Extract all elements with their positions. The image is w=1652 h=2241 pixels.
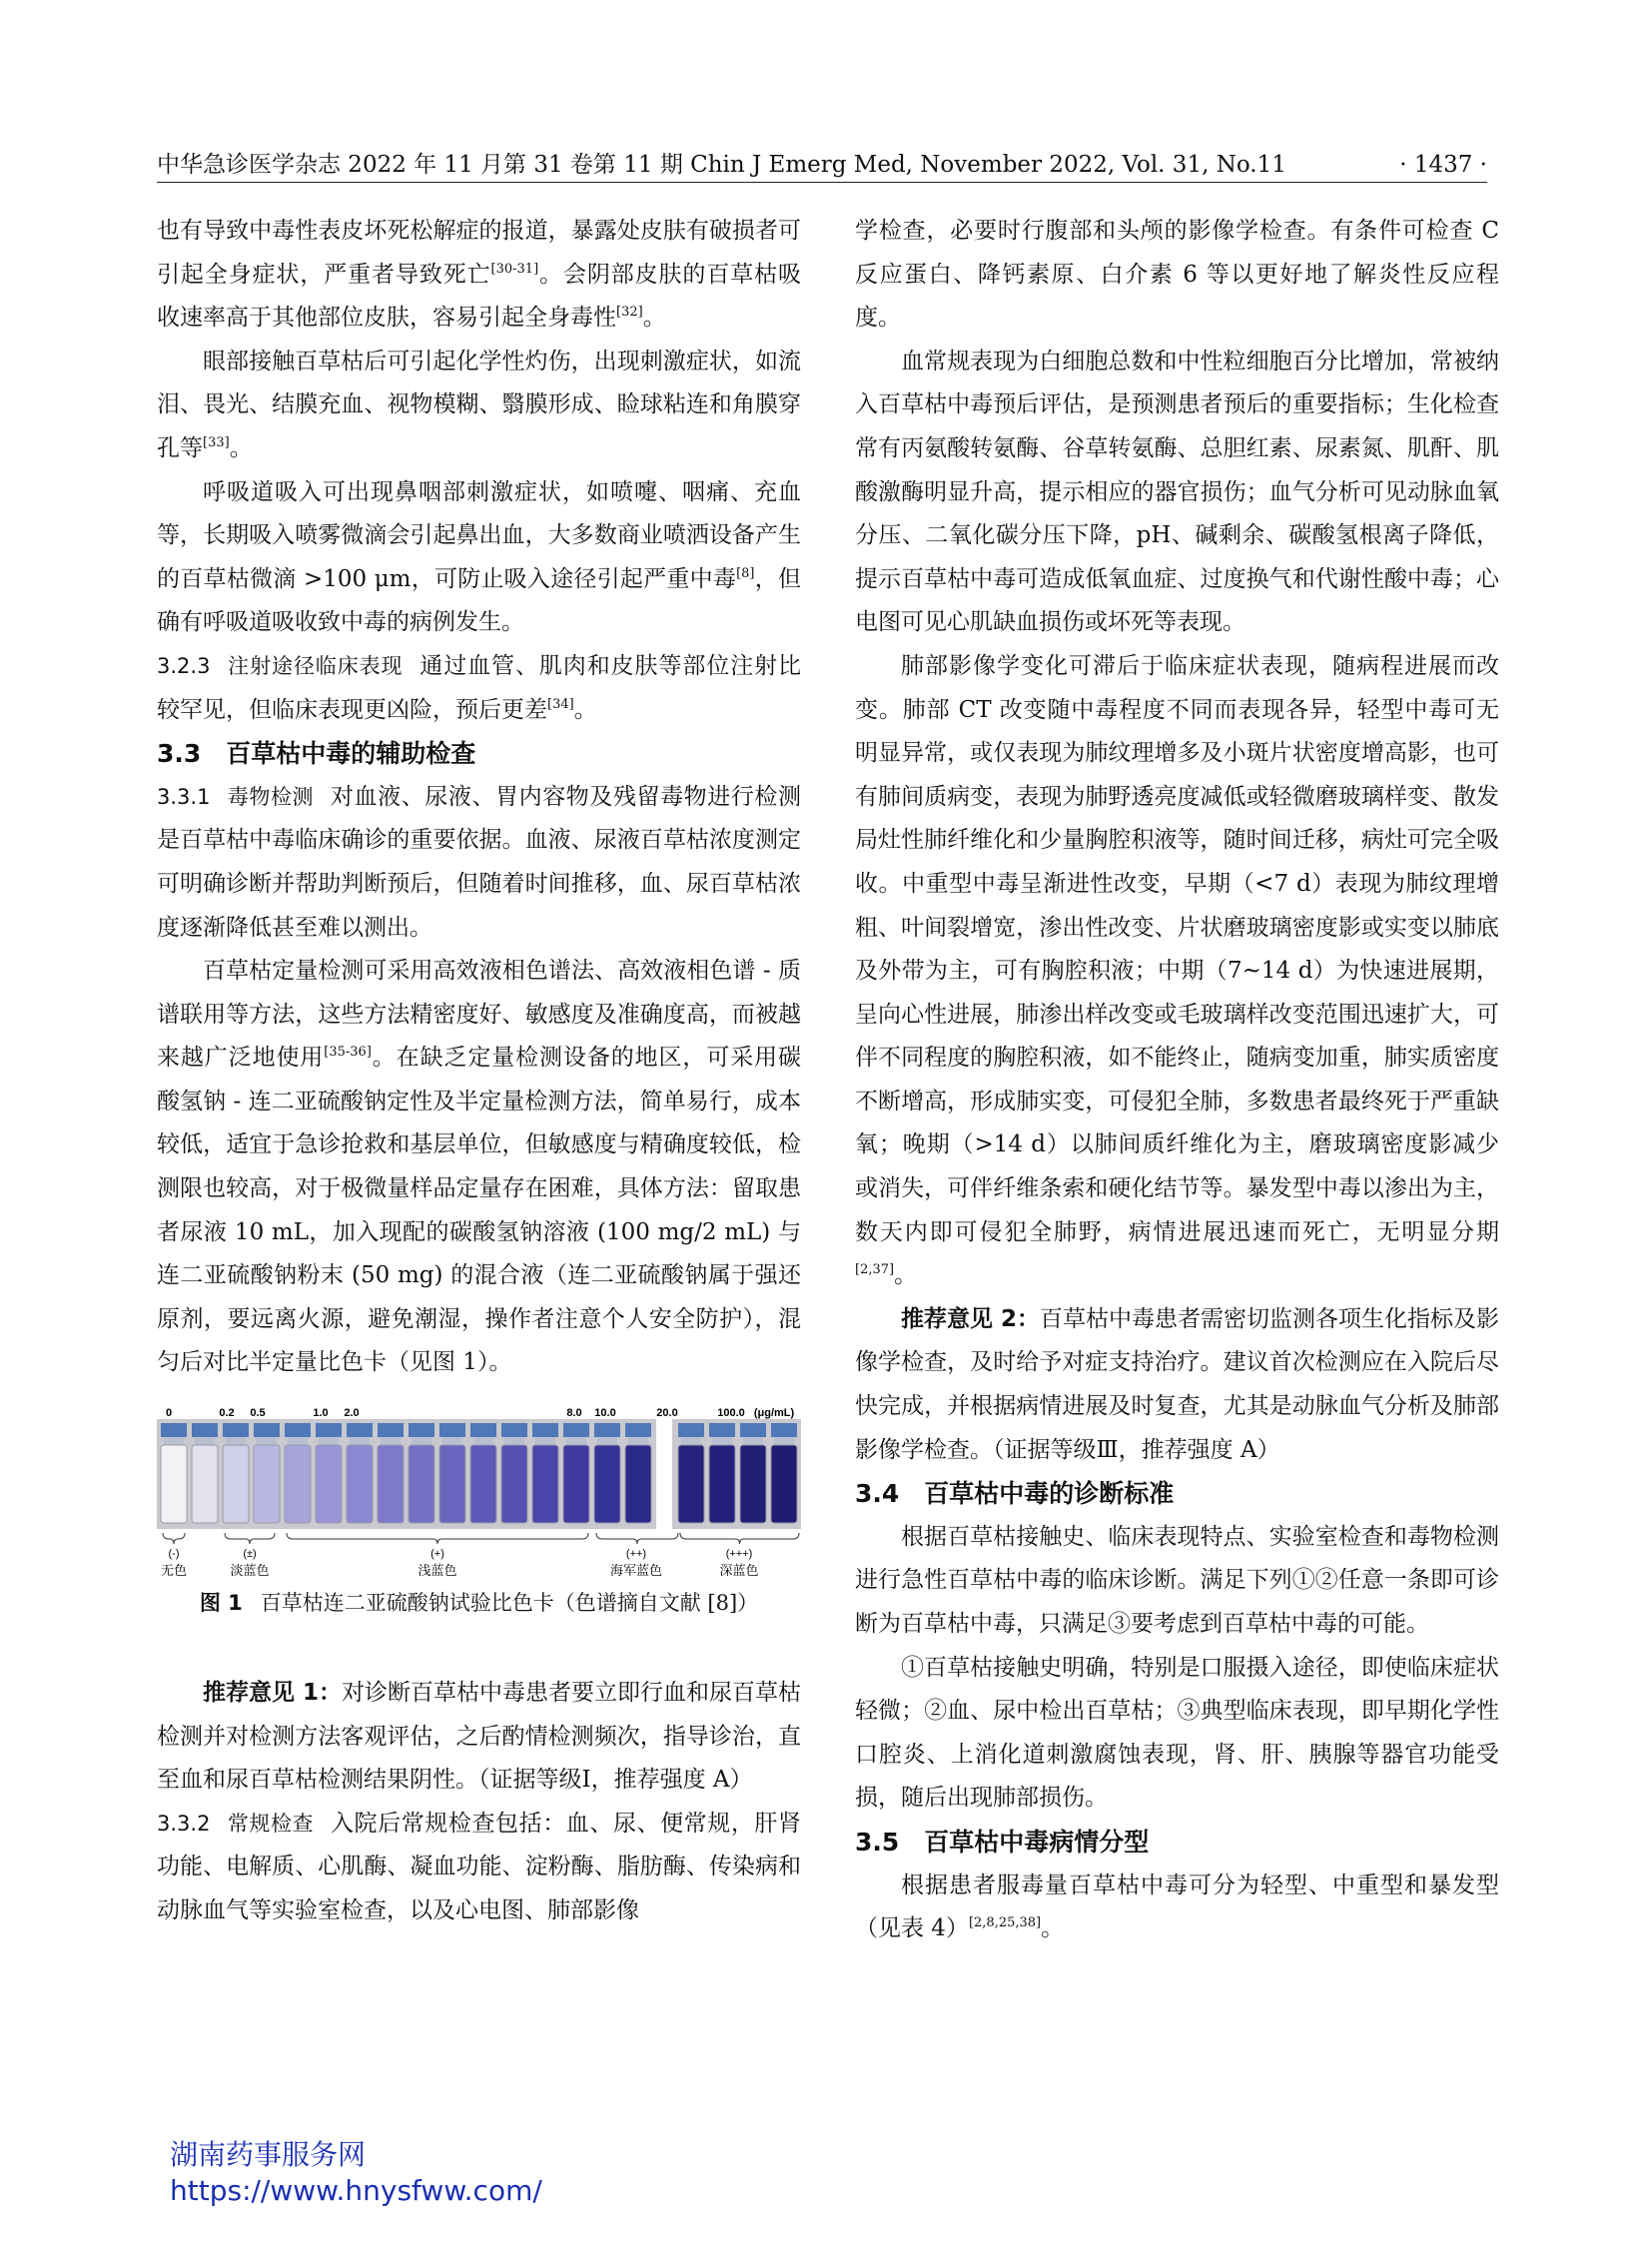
vial	[347, 1445, 373, 1523]
vial-cap	[378, 1423, 404, 1437]
vial-cap	[771, 1423, 797, 1437]
figure-caption: 图 1 百草枯连二亚硫酸钠试验比色卡（色谱摘自文献 [8]）	[199, 1591, 759, 1616]
vial-neck	[473, 1437, 493, 1445]
vial-neck	[195, 1437, 215, 1445]
vial	[223, 1445, 249, 1523]
color-chart-figure	[157, 1405, 801, 1580]
citation: [30-31]	[490, 261, 539, 277]
paragraph: 百草枯定量检测可采用高效液相色谱法、高效液相色谱 - 质谱联用等方法，这些方法精密度好、敏感度及准确度高，而被越来越广泛地使用[35-36]。在缺乏定量检测设备的地区，可采用碳酸氢钠 - 连二亚硫酸钠定性及半定量检测方法，简单易行，成本较低，适宜于急诊抢救和基层单位，但敏感度与精确度较低，检测限也较高，对于极微量样品定量存在困难，具体方法：留取患者尿液 10 mL，加入现配的碳酸氢钠溶液 (100 mg/2 mL) 与连二亚硫酸钠粉末 (50 mg) 的混合液（连二亚硫酸钠属于强还原剂，要远离火源，避免潮湿，操作者注意个人安全防护），混匀后对比半定量比色卡（见图 1）。	[157, 958, 802, 1376]
vial-cap	[740, 1423, 766, 1437]
vial-cap	[532, 1423, 558, 1437]
paragraph: 血常规表现为白细胞总数和中性粒细胞百分比增加，常被纳入百草枯中毒预后评估，是预测患者预后的重要指标；生化检查常有丙氨酸转氨酶、谷草转氨酶、总胆红素、尿素氮、肌酐、肌酸激酶明显升高，提示相应的器官损伤；血气分析可见动脉血氧分压、二氧化碳分压下降，pH、碱剩余、碳酸氢根离子降低，提示百草枯中毒可造成低氧血症、过度换气和代谢性酸中毒；心电图可见心肌缺血损伤或坏死等表现。	[855, 348, 1499, 636]
color-name-label: 深蓝色	[719, 1564, 759, 1580]
site-url[interactable]: https://www.hnysfww.com/	[170, 2174, 542, 2207]
concentration-label: (μg/mL)	[753, 1407, 795, 1420]
vial-cap	[192, 1423, 218, 1437]
vial	[709, 1445, 735, 1523]
vial-neck	[350, 1437, 370, 1445]
vial-neck	[681, 1437, 701, 1445]
vial-neck	[164, 1437, 184, 1445]
vial-cap	[563, 1423, 589, 1437]
vial-cap	[470, 1423, 496, 1437]
vial-cap	[161, 1423, 187, 1437]
vial-cap	[625, 1423, 651, 1437]
vial	[563, 1445, 589, 1523]
citation: [34]	[547, 696, 574, 712]
section-heading-3-4: 3.4 百草枯中毒的诊断标准	[855, 1479, 1175, 1509]
concentration-label: 1.0	[313, 1407, 329, 1420]
concentration-label: 2.0	[344, 1407, 360, 1420]
right-column	[855, 210, 1499, 1951]
vial-cap	[501, 1423, 527, 1437]
vial-neck	[412, 1437, 431, 1445]
grade-label: (±)	[243, 1548, 257, 1561]
vial	[625, 1445, 651, 1523]
color-name-label: 海军蓝色	[609, 1564, 663, 1580]
vial-neck	[288, 1437, 308, 1445]
vial-cap	[347, 1423, 373, 1437]
paragraph: 肺部影像学变化可滞后于临床症状表现，随病程进展而改变。肺部 CT 改变随中毒程度不同而表现各异，轻型中毒可无明显异常，或仅表现为肺纹理增多及小斑片状密度增高影，也可有肺间质病变，表现为肺野透亮度减低或轻微磨玻璃样变、散发局灶性肺纤维化和少量胸腔积液等，随时间迁移，病灶可完全吸收。中重型中毒呈渐进性改变，早期（<7 d）表现为肺纹理增粗、叶间裂增宽，渗出性改变、片状磨玻璃密度影或实变以肺底及外带为主，可有胸腔积液；中期（7~14 d）为快速进展期，呈向心性进展，肺渗出样改变或毛玻璃样改变范围迅速扩大，可伴不同程度的胸腔积液，如不能终止，随病变加重，肺实质密度不断增高，形成肺实变，可侵犯全肺，多数患者最终死于严重缺氧；晚期（>14 d）以肺间质纤维化为主，磨玻璃密度影减少或消失，可伴纤维条索和硬化结节等。暴发型中毒以渗出为主，数天内即可侵犯全肺野，病情进展迅速而死亡，无明显分期[2,37]。	[855, 652, 1499, 1289]
vial-color-chart	[157, 1405, 801, 1580]
grade-label: (+)	[430, 1548, 444, 1561]
color-name-label: 无色	[160, 1564, 188, 1580]
vial-cap	[709, 1423, 735, 1437]
vial	[439, 1445, 465, 1523]
paragraph: 根据患者服毒量百草枯中毒可分为轻型、中重型和暴发型（见表 4）[2,8,25,38]。	[855, 1871, 1499, 1942]
paragraph: 学检查，必要时行腹部和头颅的影像学检查。有条件可检查 C 反应蛋白、降钙素原、白介素 6 等以更好地了解炎性反应程度。	[855, 218, 1499, 332]
recommendation-2: 推荐意见 2：百草枯中毒患者需密切监测各项生化指标及影像学检查，及时给予对症支持治疗。建议首次检测应在入院后尽快完成，并根据病情进展及时复查，尤其是动脉血气分析及肺部影像学检查。（证据等级Ⅲ，推荐强度 A）	[855, 1305, 1500, 1463]
paragraph: 根据百草枯接触史、临床表现特点、实验室检查和毒物检测进行急性百草枯中毒的临床诊断。满足下列①②任意一条即可诊断为百草枯中毒，只满足③要考虑到百草枯中毒的可能。	[855, 1523, 1499, 1637]
vial	[409, 1445, 434, 1523]
vial-neck	[257, 1437, 277, 1445]
site-name: 湖南药事服务网	[170, 2138, 367, 2171]
subsection-3-3-1: 3.3.1 毒物检测 对血液、尿液、胃内容物及残留毒物进行检测是百草枯中毒临床确诊的重要依据。血液、尿液百草枯浓度测定可明确诊断并帮助判断预后，但随着时间推移，血、尿百草枯浓度逐渐降低甚至难以测出。	[157, 783, 802, 941]
concentration-label: 0.5	[250, 1407, 266, 1420]
vial	[678, 1445, 704, 1523]
grade-label: (-)	[168, 1548, 180, 1561]
vial-neck	[628, 1437, 648, 1445]
page-number: · 1437 ·	[1399, 152, 1487, 178]
grade-label: (+++)	[725, 1548, 753, 1561]
vial	[532, 1445, 558, 1523]
vial-neck	[504, 1437, 524, 1445]
color-name-label: 淡蓝色	[230, 1564, 270, 1580]
section-heading-3-3: 3.3 百草枯中毒的辅助检查	[157, 739, 476, 769]
vial-neck	[535, 1437, 555, 1445]
vial	[501, 1445, 527, 1523]
citation: [32]	[616, 305, 643, 321]
group-brace	[225, 1533, 275, 1544]
concentration-label: 100.0	[717, 1407, 745, 1420]
citation: [35-36]	[324, 1045, 372, 1061]
vial-neck	[597, 1437, 617, 1445]
recommendation-1: 推荐意见 1：对诊断百草枯中毒患者要立即行血和尿百草枯检测并对检测方法客观评估，之后酌情检测频次，指导诊治，直至血和尿百草枯检测结果阴性。（证据等级Ⅰ，推荐强度 A）	[157, 1680, 802, 1794]
concentration-label: 20.0	[656, 1407, 678, 1420]
running-header	[157, 148, 1487, 183]
vial-cap	[409, 1423, 434, 1437]
vial	[254, 1445, 280, 1523]
color-name-label: 浅蓝色	[417, 1564, 457, 1580]
vial	[740, 1445, 766, 1523]
citation: [2,37]	[855, 1262, 895, 1278]
vial-neck	[381, 1437, 401, 1445]
vial-cap	[439, 1423, 465, 1437]
vial	[285, 1445, 311, 1523]
vial-cap	[223, 1423, 249, 1437]
vial-neck	[566, 1437, 586, 1445]
vial	[161, 1445, 187, 1523]
vial-neck	[743, 1437, 763, 1445]
group-brace	[287, 1533, 588, 1544]
group-brace	[163, 1533, 185, 1544]
citation: [33]	[203, 434, 230, 450]
vial-cap	[316, 1423, 342, 1437]
vial	[192, 1445, 218, 1523]
vial-neck	[442, 1437, 462, 1445]
paragraph: 也有导致中毒性表皮坏死松解症的报道，暴露处皮肤有破损者可引起全身症状，严重者导致死亡[30-31]。会阴部皮肤的百草枯吸收速率高于其他部位皮肤，容易引起全身毒性[32]。	[157, 218, 802, 332]
vial	[316, 1445, 342, 1523]
vial-neck	[319, 1437, 339, 1445]
vial	[378, 1445, 404, 1523]
vial	[771, 1445, 797, 1523]
concentration-label: 0.2	[219, 1407, 235, 1420]
grade-label: (++)	[625, 1548, 647, 1561]
paragraph: 呼吸道吸入可出现鼻咽部刺激症状，如喷嚏、咽痛、充血等，长期吸入喷雾微滴会引起鼻出血，大多数商业喷洒设备产生的百草枯微滴 >100 μm，可防止吸入途径引起严重中毒[8]，但确有呼吸道吸收致中毒的病例发生。	[157, 478, 801, 636]
left-column	[157, 210, 801, 1933]
subsection-3-2-3: 3.2.3 注射途径临床表现 通过血管、肌肉和皮肤等部位注射比较罕见，但临床表现更凶险，预后更差[34]。	[157, 652, 802, 723]
citation: [8]	[736, 565, 755, 581]
paragraph: ①百草枯接触史明确，特别是口服摄入途径，即使临床症状轻微；②血、尿中检出百草枯；③典型临床表现，即早期化学性口腔炎、上消化道刺激腐蚀表现，肾、肝、胰腺等器官功能受损，随后出现肺部损伤。	[855, 1654, 1499, 1812]
vial	[470, 1445, 496, 1523]
vial-cap	[285, 1423, 311, 1437]
vial-cap	[254, 1423, 280, 1437]
citation: [2,8,25,38]	[968, 1915, 1042, 1931]
vial-cap	[678, 1423, 704, 1437]
vial-neck	[712, 1437, 732, 1445]
journal-header: 中华急诊医学杂志 2022 年 11 月第 31 卷第 11 期 Chin J Emerg Med, November 2022, Vol. 31, No.11	[157, 152, 1286, 178]
vial-cap	[594, 1423, 620, 1437]
concentration-label: 8.0	[566, 1407, 582, 1420]
subsection-3-3-2: 3.3.2 常规检查 入院后常规检查包括：血、尿、便常规，肝肾功能、电解质、心肌酶、凝血功能、淀粉酶、脂肪酶、传染病和动脉血气等实验室检查，以及心电图、肺部影像	[157, 1810, 802, 1923]
concentration-label: 0	[165, 1407, 173, 1420]
vial	[594, 1445, 620, 1523]
paragraph: 眼部接触百草枯后可引起化学性灼伤，出现刺激症状，如流泪、畏光、结膜充血、视物模糊、翳膜形成、睑球粘连和角膜穿孔等[33]。	[157, 348, 801, 461]
group-brace	[596, 1533, 678, 1544]
group-brace	[680, 1533, 799, 1544]
concentration-label: 10.0	[594, 1407, 616, 1420]
vial-neck	[774, 1437, 794, 1445]
section-heading-3-5: 3.5 百草枯中毒病情分型	[855, 1827, 1150, 1857]
watermark-footer	[170, 2137, 542, 2209]
vial-neck	[226, 1437, 246, 1445]
